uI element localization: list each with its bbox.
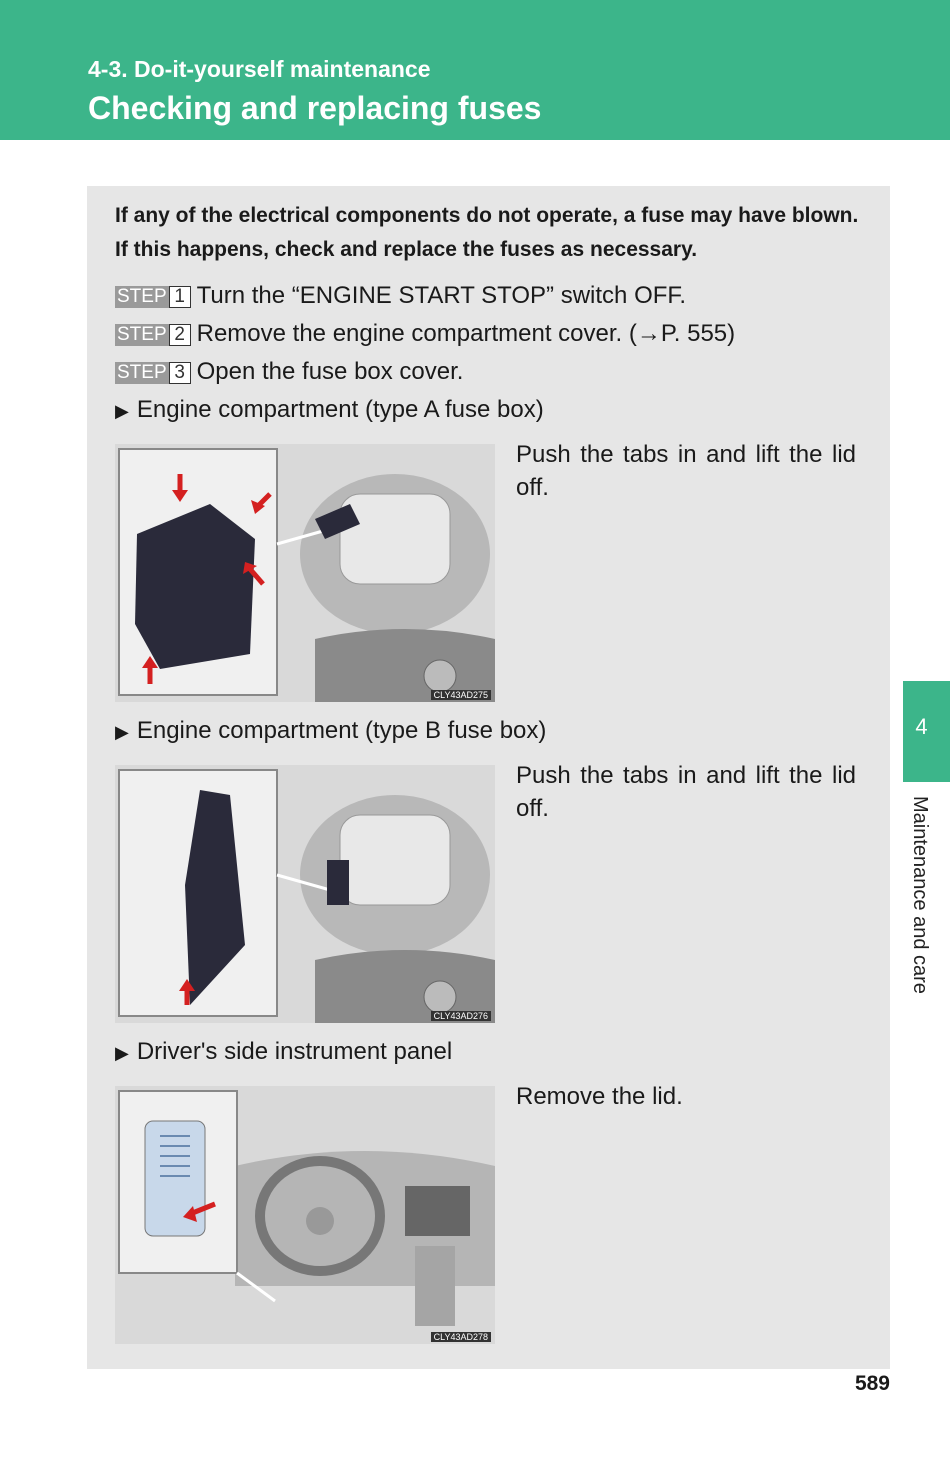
page-title: Checking and replacing fuses bbox=[88, 90, 542, 126]
item-heading-text: Engine compartment (type B fuse box) bbox=[136, 717, 547, 744]
item-heading-text: Engine compartment (type A fuse box) bbox=[136, 396, 544, 423]
instrument-panel-illustration bbox=[115, 1086, 495, 1344]
item-heading-type-a bbox=[115, 396, 544, 424]
section-label: 4-3. Do-it-yourself maintenance bbox=[88, 56, 431, 82]
step-number: 1 bbox=[169, 286, 191, 308]
item-heading-instrument-panel bbox=[115, 1038, 452, 1066]
step-number: 2 bbox=[169, 324, 191, 346]
right-triangle-icon: ▶ bbox=[115, 401, 129, 421]
intro-text: If any of the electrical components do not operate, a fuse may have blown. If this happens, check and replace the fuses as necessary. bbox=[115, 204, 859, 261]
right-triangle-icon: ▶ bbox=[115, 1043, 129, 1063]
step-2 bbox=[115, 318, 735, 350]
step-badge: STEP bbox=[117, 361, 167, 383]
right-triangle-icon: ▶ bbox=[115, 722, 129, 742]
item-description: Push the tabs in and lift the lid off. bbox=[516, 441, 856, 501]
item-description: Push the tabs in and lift the lid off. bbox=[516, 762, 856, 822]
step-text: Turn the “ENGINE START STOP” switch OFF. bbox=[196, 282, 687, 309]
step-number: 3 bbox=[169, 362, 191, 384]
figure-code: CLY43AD276 bbox=[431, 1011, 491, 1021]
chapter-tab-number: 4 bbox=[915, 714, 928, 739]
fuse-box-type-a-illustration bbox=[115, 444, 495, 702]
item-heading-type-b bbox=[115, 717, 546, 745]
step-badge: STEP bbox=[117, 323, 167, 345]
step-text: Remove the engine compartment cover. (→P. 555) bbox=[196, 320, 736, 347]
step-3 bbox=[115, 356, 463, 388]
fuse-box-type-b-illustration bbox=[115, 765, 495, 1023]
item-description: Remove the lid. bbox=[516, 1083, 683, 1110]
figure-code: CLY43AD278 bbox=[431, 1332, 491, 1342]
page-number: 589 bbox=[854, 1372, 890, 1395]
step-text: Open the fuse box cover. bbox=[196, 358, 464, 385]
step-1 bbox=[115, 280, 686, 312]
chapter-tab-label: Maintenance and care bbox=[909, 796, 931, 994]
figure-code: CLY43AD275 bbox=[431, 690, 491, 700]
step-badge: STEP bbox=[117, 285, 167, 307]
item-heading-text: Driver's side instrument panel bbox=[136, 1038, 453, 1065]
